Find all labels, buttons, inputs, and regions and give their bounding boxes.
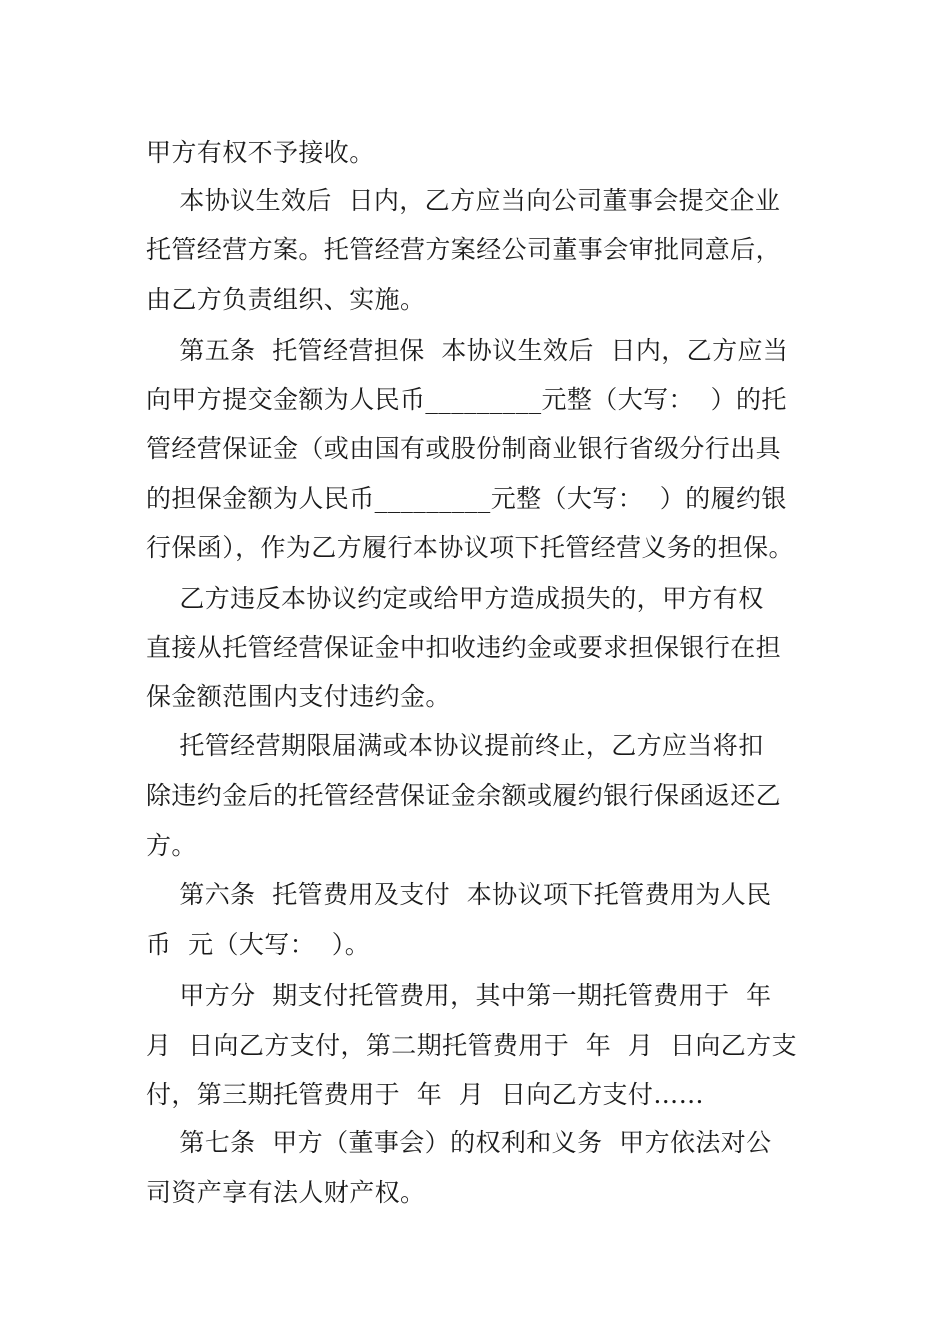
text-line: 第五条 托管经营担保 本协议生效后 日内，乙方应当 bbox=[146, 336, 789, 365]
text-line: 管经营保证金（或由国有或股份制商业银行省级分行出具 bbox=[146, 434, 782, 463]
text-line: 由乙方负责组织、实施。 bbox=[146, 285, 426, 314]
text-line: 保金额范围内支付违约金。 bbox=[146, 682, 451, 711]
text-line: 第七条 甲方（董事会）的权利和义务 甲方依法对公 bbox=[146, 1128, 772, 1157]
text-line: 乙方违反本协议约定或给甲方造成损失的，甲方有权 bbox=[146, 584, 764, 613]
text-line: 甲方分 期支付托管费用，其中第一期托管费用于 年 bbox=[146, 981, 772, 1010]
text-line: 币 元（大写： ）。 bbox=[146, 930, 371, 959]
text-line: 托管经营方案。托管经营方案经公司董事会审批同意后， bbox=[146, 235, 782, 264]
text-line: 托管经营期限届满或本协议提前终止，乙方应当将扣 bbox=[146, 731, 764, 760]
text-line: 的担保金额为人民币_________元整（大写： ）的履约银 bbox=[146, 484, 787, 513]
text-line: 司资产享有法人财产权。 bbox=[146, 1178, 426, 1207]
text-line: 甲方有权不予接收。 bbox=[146, 138, 375, 167]
text-line: 方。 bbox=[146, 831, 197, 860]
text-line: 付，第三期托管费用于 年 月 日向乙方支付…… bbox=[146, 1080, 705, 1109]
text-line: 直接从托管经营保证金中扣收违约金或要求担保银行在担 bbox=[146, 633, 782, 662]
text-line: 第六条 托管费用及支付 本协议项下托管费用为人民 bbox=[146, 880, 772, 909]
text-line: 行保函），作为乙方履行本协议项下托管经营义务的担保。 bbox=[146, 533, 794, 562]
text-line: 本协议生效后 日内，乙方应当向公司董事会提交企业 bbox=[146, 186, 781, 215]
text-line: 向甲方提交金额为人民币_________元整（大写： ）的托 bbox=[146, 385, 787, 414]
text-line: 月 日向乙方支付，第二期托管费用于 年 月 日向乙方支 bbox=[146, 1031, 797, 1060]
text-line: 除违约金后的托管经营保证金余额或履约银行保函返还乙 bbox=[146, 781, 782, 810]
